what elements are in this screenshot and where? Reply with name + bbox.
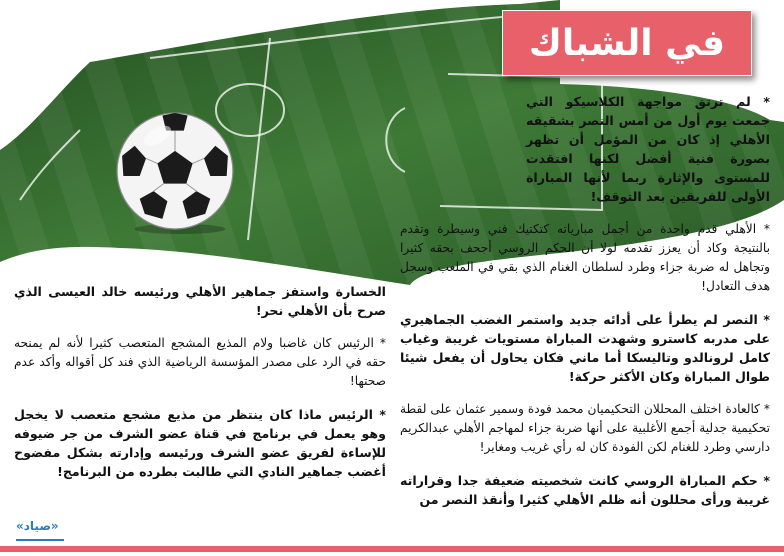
left-article-column — [14, 282, 386, 495]
paragraph-6: الخسارة واستفز جماهير الأهلي ورئيسه خالد العيسى الذي صرح بأن الأهلي نحر! — [14, 284, 386, 318]
signature-underline — [16, 539, 64, 541]
soccer-ball-image — [112, 108, 238, 234]
paragraph-5: * حكم المباراة الروسي كانت شخصيته ضعيفة جدا وقراراته غريبة ورأى محللون أنه ظلم الأهلي كثيرا وأنقذ النصر من — [400, 473, 770, 507]
author-signature: «صياد» — [16, 519, 59, 533]
paragraph-1: * لم ترتق مواجهة الكلاسيكو التي جمعت يوم أول من أمس النصر بشقيقه الأهلي إذ كان من المؤمل أن تظهر بصورة فنية أفضل لكنها افتقدت للمستوى والإثارة ربما لأنها المباراة الأولى للفريقين بعد التوقف! — [526, 94, 770, 204]
paragraph-2: * الأهلي قدم واحدة من أجمل مبارياته كتكتيك فني وسيطرة وتقدم بالنتيجة وكاد أن يعزز تقدمه لولا أن الحكم الروسي أجحف بحقه كثيرا وتجاهل له ضربة جزاء وطرد لسلطان الغنام الذي بقي في الملعب وسجل هدف التعادل! — [400, 222, 770, 293]
right-article-column — [400, 92, 770, 509]
paragraph-7: * الرئيس كان غاضبا ولام المذيع المشجع المتعصب كثيرا لأنه لم يمنحه حقه في الرد على مصدر المؤسسة الرياضية الذي فند كل أقواله وأكد عدم صحتها! — [14, 336, 386, 388]
section-title: في الشباك — [528, 22, 726, 64]
paragraph-8: * الرئيس ماذا كان ينتظر من مذيع مشجع متعصب لا يخجل وهو يعمل في برنامج في قناة عضو الشرف من جر ضيوفه للإساءة لفريق عضو الشرف ورئيسه وإدارته بشكل مفضوح أغضب جماهير النادي التي طالبت بطرده من البرنامج! — [14, 407, 386, 479]
bottom-accent-bar — [0, 546, 784, 552]
section-title-box — [502, 10, 752, 76]
paragraph-4: * كالعادة اختلف المحللان التحكيميان محمد فودة وسمير عثمان على لقطة تحكيمية جدلية أجمع الأغلبية على أنها ضربة جزاء لمهاجم الأهلي عبدالكريم دارسي وطرد للغنام لكن الفودة كان له رأي غريب ومغاير! — [400, 402, 770, 454]
paragraph-3: * النصر لم يطرأ على أدائه جديد واستمر الغضب الجماهيري على مدربه كاسترو وشهدت المباراة مستويات غريبة وغياب كامل لرونالدو وتاليسكا أما ماني فكان يحاول أن يفعل شيئا طوال المباراة وكان الأكثر حركة! — [400, 312, 770, 384]
